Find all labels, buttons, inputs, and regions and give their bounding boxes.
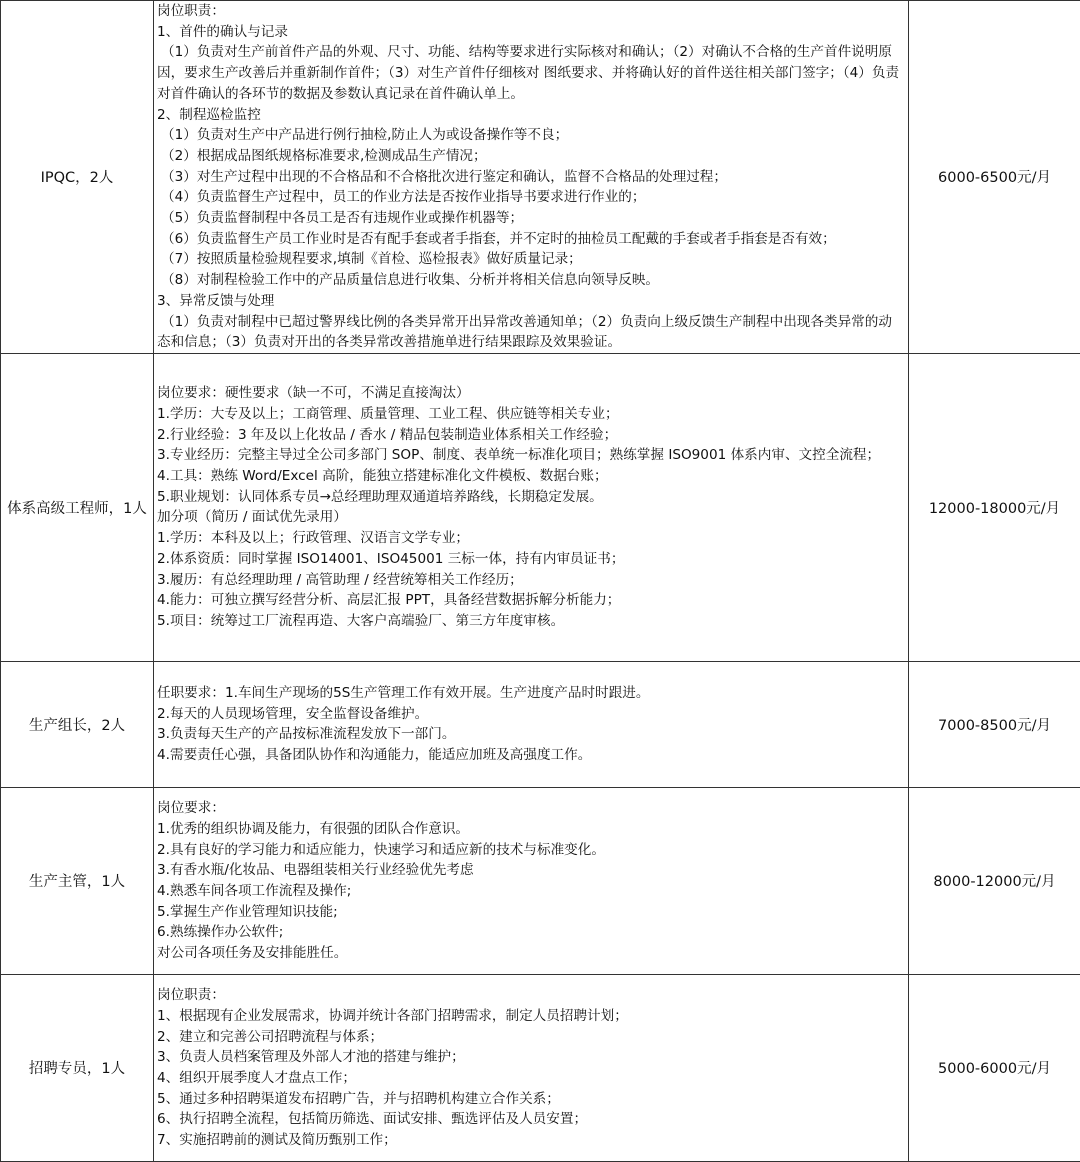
description-line: 4.工具：熟练 Word/Excel 高阶，能独立搭建标准化文件模板、数据台账；	[157, 466, 904, 487]
description-line: （6）负责监督生产员工作业时是否有配手套或者手指套，并不定时的抽检员工配戴的手套或者手指套是否有效；	[157, 229, 904, 250]
description-line: 4.能力：可独立撰写经营分析、高层汇报 PPT，具备经营数据拆解分析能力；	[157, 590, 904, 611]
description-line: （4）负责监督生产过程中，员工的作业方法是否按作业指导书要求进行作业的；	[157, 187, 904, 208]
table-row	[1, 974, 1080, 1161]
description-line: 5.项目：统筹过工厂流程再造、大客户高端验厂、第三方年度审核。	[157, 611, 904, 632]
description-line: 1.优秀的组织协调及能力，有很强的团队合作意识。	[157, 819, 904, 840]
description-line: 1、根据现有企业发展需求，协调并统计各部门招聘需求，制定人员招聘计划；	[157, 1006, 904, 1027]
description-line: 对公司各项任务及安排能胜任。	[157, 943, 904, 964]
description-line: （8）对制程检验工作中的产品质量信息进行收集、分析并将相关信息向领导反映。	[157, 270, 904, 291]
description-line: 3.负责每天生产的产品按标准流程发放下一部门。	[157, 724, 904, 745]
description-line: 3.履历：有总经理助理 / 高管助理 / 经营统筹相关工作经历；	[157, 570, 904, 591]
description-line: 6、执行招聘全流程，包括简历筛选、面试安排、甄选评估及人员安置；	[157, 1109, 904, 1130]
description-line: 4、组织开展季度人才盘点工作；	[157, 1068, 904, 1089]
description-cell	[154, 974, 909, 1161]
position-cell: 招聘专员，1人	[1, 974, 154, 1161]
position-cell: IPQC，2人	[1, 1, 154, 354]
position-cell: 体系高级工程师，1人	[1, 353, 154, 661]
description-line: 5.职业规划：认同体系专员→总经理助理双通道培养路线，长期稳定发展。	[157, 487, 904, 508]
description-line: 任职要求：1.车间生产现场的5S生产管理工作有效开展。生产进度产品时时跟进。	[157, 683, 904, 704]
position-cell: 生产主管，1人	[1, 787, 154, 974]
description-line: 5.掌握生产作业管理知识技能;	[157, 902, 904, 923]
description-line: 2.每天的人员现场管理，安全监督设备维护。	[157, 704, 904, 725]
position-cell: 生产组长，2人	[1, 661, 154, 787]
table-row	[1, 1, 1080, 354]
description-line: （2）根据成品图纸规格标准要求,检测成品生产情况；	[157, 146, 904, 167]
description-line: （1）负责对生产中产品进行例行抽检,防止人为或设备操作等不良；	[157, 125, 904, 146]
description-line: 1.学历：本科及以上；行政管理、汉语言文学专业；	[157, 528, 904, 549]
description-line: 2、制程巡检监控	[157, 105, 904, 126]
description-line: （5）负责监督制程中各员工是否有违规作业或操作机器等；	[157, 208, 904, 229]
description-line: 2.具有良好的学习能力和适应能力，快速学习和适应新的技术与标准变化。	[157, 840, 904, 861]
description-cell	[154, 353, 909, 661]
description-line: （3）对生产过程中出现的不合格品和不合格批次进行鉴定和确认，监督不合格品的处理过程；	[157, 167, 904, 188]
description-cell	[154, 661, 909, 787]
table-row	[1, 661, 1080, 787]
salary-cell: 7000-8500元/月	[909, 661, 1080, 787]
description-line: 岗位要求：硬性要求（缺一不可，不满足直接淘汰）	[157, 383, 904, 404]
description-line: 2.行业经验：3 年及以上化妆品 / 香水 / 精品包装制造业体系相关工作经验；	[157, 425, 904, 446]
description-line: 1、首件的确认与记录	[157, 22, 904, 43]
description-line: （7）按照质量检验规程要求,填制《首检、巡检报表》做好质量记录；	[157, 249, 904, 270]
description-line: 7、实施招聘前的测试及简历甄别工作；	[157, 1130, 904, 1151]
description-line: 6.熟练操作办公软件;	[157, 922, 904, 943]
description-line: 5、通过多种招聘渠道发布招聘广告，并与招聘机构建立合作关系；	[157, 1089, 904, 1110]
salary-cell: 6000-6500元/月	[909, 1, 1080, 354]
table-row	[1, 353, 1080, 661]
description-cell	[154, 787, 909, 974]
description-line: 2.体系资质：同时掌握 ISO14001、ISO45001 三标一体，持有内审员证书；	[157, 549, 904, 570]
description-line: 3.专业经历：完整主导过全公司多部门 SOP、制度、表单统一标准化项目；熟练掌握 ISO9001 体系内审、文控全流程；	[157, 445, 904, 466]
description-line: 加分项（简历 / 面试优先录用）	[157, 507, 904, 528]
description-line: 2、建立和完善公司招聘流程与体系；	[157, 1027, 904, 1048]
description-line: 岗位职责：	[157, 1, 904, 22]
description-line: 岗位要求：	[157, 798, 904, 819]
salary-cell: 12000-18000元/月	[909, 353, 1080, 661]
table-row	[1, 787, 1080, 974]
salary-cell: 8000-12000元/月	[909, 787, 1080, 974]
description-line: 3.有香水瓶/化妆品、电器组装相关行业经验优先考虑	[157, 860, 904, 881]
description-line: 4.需要责任心强，具备团队协作和沟通能力，能适应加班及高强度工作。	[157, 745, 904, 766]
description-line: （1）负责对生产前首件产品的外观、尺寸、功能、结构等要求进行实际核对和确认；（2）对确认不合格的生产首件说明原因，要求生产改善后并重新制作首件；（3）对生产首件仔细核对 图纸要求、并将确认好的首件送往相关部门签字；（4）负责对首件确认的各环节的数据及参数认真记录在首件确认单上。	[157, 42, 904, 104]
description-cell	[154, 1, 909, 354]
description-line: 4.熟悉车间各项工作流程及操作;	[157, 881, 904, 902]
salary-cell: 5000-6000元/月	[909, 974, 1080, 1161]
description-line: 3、异常反馈与处理	[157, 291, 904, 312]
description-line: 岗位职责：	[157, 985, 904, 1006]
description-line: 1.学历：大专及以上；工商管理、质量管理、工业工程、供应链等相关专业；	[157, 404, 904, 425]
description-line: 3、负责人员档案管理及外部人才池的搭建与维护；	[157, 1047, 904, 1068]
description-line: （1）负责对制程中已超过警界线比例的各类异常开出异常改善通知单；（2）负责向上级反馈生产制程中出现各类异常的动态和信息；（3）负责对开出的各类异常改善措施单进行结果跟踪及效果验证。	[157, 312, 904, 353]
